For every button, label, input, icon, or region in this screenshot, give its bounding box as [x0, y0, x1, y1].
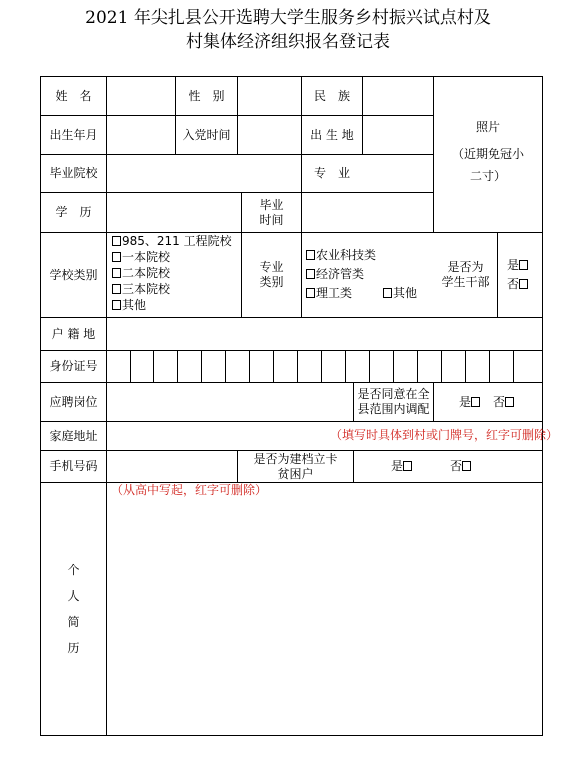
id-digit-cell[interactable]: [370, 351, 393, 382]
education-field[interactable]: [107, 193, 241, 232]
adjust-yes-label: 是: [459, 395, 472, 409]
ethnicity-label: 民 族: [313, 88, 350, 103]
cadre-question: 是否为 学生干部: [441, 260, 490, 289]
major-type-agri[interactable]: 农业科技类: [306, 248, 376, 263]
school-type-label: 学校类别: [49, 267, 98, 282]
school-type-985-211[interactable]: 985、211 工程院校: [112, 234, 232, 249]
name-field[interactable]: [107, 77, 175, 115]
school-type-tier2[interactable]: 二本院校: [112, 266, 170, 281]
phone-label: 手机号码: [49, 459, 98, 473]
id-digit-cell[interactable]: [250, 351, 273, 382]
school-label: 毕业院校: [49, 166, 98, 180]
id-digit-cell[interactable]: [202, 351, 225, 382]
phone-field[interactable]: [107, 451, 237, 482]
id-digit-cell[interactable]: [394, 351, 417, 382]
cadre-yes[interactable]: [507, 258, 529, 273]
resume-label-char: 个: [67, 563, 80, 577]
id-digit-cell[interactable]: [490, 351, 513, 382]
resume-label-char: 简: [67, 615, 80, 629]
cadre-yes-label: 是: [507, 258, 520, 272]
resume-hint: （从高中写起，红字可删除）: [111, 483, 268, 497]
school-field[interactable]: [107, 155, 301, 192]
major-field[interactable]: [363, 155, 433, 192]
id-digit-cell[interactable]: [346, 351, 369, 382]
cadre-no-label: 否: [507, 277, 520, 291]
resume-label-char: 历: [67, 641, 80, 655]
photo-box[interactable]: [434, 77, 542, 232]
checkbox-icon: [505, 395, 515, 409]
birthplace-label: 出 生 地: [310, 127, 354, 142]
gender-field[interactable]: [238, 77, 301, 115]
checkbox-icon: [403, 459, 413, 473]
adjust-question: 是否同意在全 县范围内调配: [357, 387, 430, 416]
poor-no-label: 否: [450, 459, 463, 473]
address-field[interactable]: [107, 422, 329, 450]
school-type-tier1[interactable]: 一本院校: [112, 250, 170, 265]
id-digit-cell[interactable]: [442, 351, 465, 382]
birthplace-field[interactable]: [363, 116, 433, 154]
major-type-econ[interactable]: 经济管类: [306, 267, 364, 282]
photo-label: 照片: [475, 119, 500, 134]
major-type-label: 专业 类别: [259, 260, 284, 289]
form-title-line1: 2021 年尖扎县公开选聘大学生服务乡村振兴试点村及: [85, 8, 491, 28]
adjust-yes[interactable]: [459, 395, 481, 410]
registration-form: [40, 76, 559, 736]
checkbox-icon: [519, 258, 529, 272]
education-label: 学 历: [55, 205, 92, 219]
checkbox-icon: [471, 395, 481, 409]
id-digit-cell[interactable]: [154, 351, 177, 382]
id-digit-cell[interactable]: [418, 351, 441, 382]
id-digit-cell[interactable]: [107, 351, 130, 382]
school-type-other[interactable]: 其他: [112, 298, 146, 313]
id-digit-cell[interactable]: [226, 351, 249, 382]
poor-yes-label: 是: [391, 459, 404, 473]
adjust-no[interactable]: [493, 395, 515, 410]
cadre-no[interactable]: [507, 277, 529, 292]
household-field[interactable]: [107, 318, 542, 350]
school-type-tier3[interactable]: 三本院校: [112, 282, 170, 297]
adjust-no-label: 否: [493, 395, 506, 409]
major-label: 专 业: [313, 166, 350, 180]
poor-yes[interactable]: [391, 459, 413, 474]
poor-household-question: 是否为建档立卡 贫困户: [253, 451, 338, 481]
party-date-field[interactable]: [238, 116, 301, 154]
id-number-label: 身份证号: [49, 359, 98, 373]
gender-label: 性 别: [188, 88, 225, 103]
resume-label-char: 人: [67, 589, 80, 603]
party-date-label: 入党时间: [182, 127, 231, 142]
form-title-line2: 村集体经济组织报名登记表: [186, 32, 390, 52]
position-label: 应聘岗位: [49, 394, 98, 409]
resume-field[interactable]: [107, 483, 542, 735]
grad-time-field[interactable]: [302, 193, 433, 232]
resume-label: [41, 557, 106, 661]
id-digit-cell[interactable]: [322, 351, 345, 382]
id-digit-cell[interactable]: [178, 351, 201, 382]
photo-note: （近期免冠小二寸）: [451, 147, 524, 183]
id-digit-cell[interactable]: [466, 351, 489, 382]
grad-time-label: 毕业 时间: [259, 197, 284, 227]
id-digit-cell[interactable]: [131, 351, 153, 382]
id-digit-cell[interactable]: [514, 351, 542, 382]
id-digit-cell[interactable]: [298, 351, 321, 382]
major-type-other[interactable]: 其他: [383, 286, 417, 301]
checkbox-icon: [462, 459, 472, 473]
birth-label: 出生年月: [49, 127, 98, 142]
household-label: 户 籍 地: [51, 326, 96, 341]
major-type-sci[interactable]: 理工类: [306, 286, 352, 301]
address-label: 家庭地址: [49, 428, 98, 443]
birth-field[interactable]: [107, 116, 175, 154]
poor-no[interactable]: [450, 459, 472, 474]
position-field[interactable]: [107, 383, 353, 421]
checkbox-icon: [519, 277, 529, 291]
ethnicity-field[interactable]: [363, 77, 433, 115]
id-digit-cell[interactable]: [274, 351, 297, 382]
address-hint: （填写时具体到村或门牌号，红字可删除）: [330, 428, 559, 442]
name-label: 姓 名: [55, 88, 92, 103]
